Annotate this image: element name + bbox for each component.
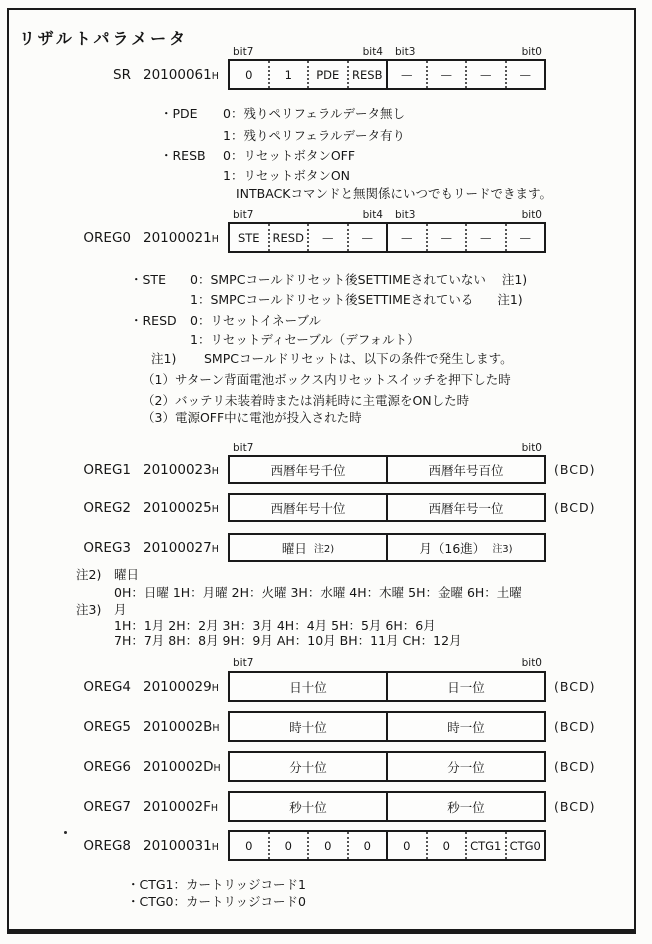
hex-suffix: H xyxy=(212,722,220,734)
resb-value0: 0：リセットボタンOFF xyxy=(223,148,356,163)
bit-cell: — xyxy=(386,61,426,88)
bit-cell: — xyxy=(307,224,347,251)
oreg8-register-box xyxy=(228,830,546,861)
bit-cell: 0 xyxy=(347,832,387,859)
bit7-label: bit7 xyxy=(233,657,254,669)
hex-suffix: H xyxy=(211,503,219,515)
register-address xyxy=(143,230,222,246)
register-address xyxy=(143,462,222,478)
bit-cell: 1 xyxy=(268,61,308,88)
oreg0-register-box xyxy=(228,222,546,253)
note-pde-line2 xyxy=(0,126,652,143)
bit-cell: CTG0 xyxy=(505,832,545,859)
bit7-label: bit7 xyxy=(233,442,254,454)
note1-ref: 注1) xyxy=(497,292,523,307)
note2-ref: 注2) xyxy=(313,544,335,555)
register-name: OREG3 xyxy=(83,539,131,556)
hex-suffix: H xyxy=(213,762,221,774)
bit-cell: — xyxy=(505,61,545,88)
oreg6-register-label xyxy=(0,751,222,782)
bcd-label: (BCD) xyxy=(554,759,596,774)
note3-values-line2 xyxy=(0,631,652,648)
ste-value1-text: 1：SMPCコールドリセット後SETTIMEされている xyxy=(190,292,474,307)
bit0-label: bit0 xyxy=(521,209,542,221)
sr-bit-labels xyxy=(228,46,546,59)
hex-suffix: H xyxy=(211,543,219,555)
bcd-label: (BCD) xyxy=(554,719,596,734)
field-low: 日一位 xyxy=(386,673,544,700)
bit-cell: CTG1 xyxy=(465,832,505,859)
bit-cell: — xyxy=(465,61,505,88)
field-high: 西暦年号千位 xyxy=(270,462,346,478)
hex-suffix: H xyxy=(210,802,219,814)
note1-item-text: （2）バッテリ未装着時または消耗時に主電源をONした時 xyxy=(142,393,470,408)
ste-value0-text: 0：SMPCコールドリセット後SETTIMEされていない xyxy=(190,272,486,287)
bit0-label: bit0 xyxy=(521,46,542,58)
address-value: 20100025 xyxy=(143,499,212,516)
address-value: 20100027 xyxy=(143,539,212,556)
ctg1-note-text: ・CTG1：カートリッジコード1 xyxy=(127,877,306,892)
ste-bullet: ・STE xyxy=(130,272,166,287)
note1-item-text: （1）サターン背面電池ボックス内リセットスイッチを押下した時 xyxy=(142,372,511,387)
note-ste-line1 xyxy=(0,270,652,287)
register-name: OREG7 xyxy=(83,798,131,815)
oreg3-register-label xyxy=(0,533,222,562)
oreg4-bit-labels xyxy=(228,657,546,670)
oreg8-register-label xyxy=(0,830,222,861)
note1-item3 xyxy=(0,408,652,425)
register-address xyxy=(143,540,222,556)
hex-suffix: H xyxy=(211,233,219,245)
hex-suffix: H xyxy=(211,70,219,82)
note-pde-line1 xyxy=(0,104,652,121)
address-value: 20100021 xyxy=(143,229,212,246)
bit-cell: 0 xyxy=(268,832,308,859)
note1-item2 xyxy=(0,391,652,408)
field-low: 西暦年号一位 xyxy=(386,495,544,520)
register-address xyxy=(143,679,222,695)
bcd-label: (BCD) xyxy=(554,799,596,814)
oreg2-register-label xyxy=(0,493,222,522)
register-name: OREG8 xyxy=(83,837,131,854)
bit-cell: 0 xyxy=(245,838,253,853)
resd-value1: 1：リセットディセーブル（デフォルト） xyxy=(190,332,420,347)
bit-cell: — xyxy=(426,224,466,251)
note2-header xyxy=(0,565,652,582)
bit-cell: PDE xyxy=(307,61,347,88)
register-address xyxy=(143,67,222,83)
register-name: OREG6 xyxy=(83,758,131,775)
field-high: 日十位 xyxy=(289,679,327,695)
oreg0-bit-labels xyxy=(228,209,546,222)
hex-suffix: H xyxy=(211,682,219,694)
oreg0-register-label xyxy=(0,222,222,253)
bit-cell: 0 xyxy=(245,67,253,82)
note3-label: 注3) xyxy=(76,602,102,617)
bit-cell: 0 xyxy=(426,832,466,859)
note2-label: 注2) xyxy=(76,567,102,582)
field-high xyxy=(230,535,386,560)
field-low: 時一位 xyxy=(386,713,544,740)
bcd-label: (BCD) xyxy=(554,462,596,477)
field-text: 月（16進） xyxy=(419,540,486,556)
ste-value1 xyxy=(190,290,523,308)
bit-cell: STE xyxy=(237,230,260,245)
field-high: 秒十位 xyxy=(289,799,327,815)
bit3-label: bit3 xyxy=(395,46,416,58)
oreg5-register-box xyxy=(228,711,546,742)
resb-intback-note: INTBACKコマンドと無関係にいつでもリードできます。 xyxy=(236,186,553,201)
field-low: 秒一位 xyxy=(386,793,544,820)
bit-cell: — xyxy=(386,224,426,251)
field-high: 分十位 xyxy=(289,759,327,775)
ste-value0 xyxy=(190,270,527,288)
field-low: 分一位 xyxy=(386,753,544,780)
bit0-label: bit0 xyxy=(521,657,542,669)
bit-cell: RESB xyxy=(347,61,387,88)
note1-item1 xyxy=(0,370,652,387)
oreg4-register-box xyxy=(228,671,546,702)
hex-suffix: H xyxy=(211,841,219,853)
note1-label: 注1) xyxy=(151,351,177,366)
note1-header xyxy=(0,349,652,366)
bcd-label: (BCD) xyxy=(554,679,596,694)
field-text: 曜日 xyxy=(281,540,307,556)
register-name: OREG5 xyxy=(83,718,131,735)
register-name: OREG4 xyxy=(83,678,131,695)
address-value: 2010002F xyxy=(143,798,211,815)
bit-cell: RESD xyxy=(268,224,308,251)
address-value: 20100031 xyxy=(143,837,212,854)
resd-bullet: ・RESD xyxy=(130,313,177,328)
note-resd-line1 xyxy=(0,311,652,328)
note3-ref: 注3) xyxy=(492,544,513,555)
pde-value1: 1：残りペリフェラルデータ有り xyxy=(223,128,405,143)
resd-value0: 0：リセットイネーブル xyxy=(190,313,321,328)
oreg6-register-box xyxy=(228,751,546,782)
bcd-label: (BCD) xyxy=(554,500,596,515)
oreg5-register-label xyxy=(0,711,222,742)
note-ste-line2 xyxy=(0,290,652,307)
field-low: 西暦年号百位 xyxy=(386,457,544,482)
month-code-list: 1H：1月 2H：2月 3H：3月 4H：4月 5H：5月 6H：6月 xyxy=(114,618,436,633)
address-value: 20100029 xyxy=(143,678,212,695)
note-resd-line2 xyxy=(0,330,652,347)
note3-header xyxy=(0,600,652,617)
bit0-label: bit0 xyxy=(521,442,542,454)
register-name: OREG0 xyxy=(83,229,131,246)
register-address xyxy=(143,719,222,735)
note-ctg1 xyxy=(0,875,652,892)
register-name: OREG1 xyxy=(83,461,131,478)
bit4-label: bit4 xyxy=(362,209,383,221)
bit-cell: — xyxy=(347,224,387,251)
oreg1-register-box xyxy=(228,455,546,484)
note-resb-line2 xyxy=(0,166,652,183)
field-low xyxy=(386,535,544,560)
oreg3-register-box xyxy=(228,533,546,562)
bit7-label: bit7 xyxy=(233,46,254,58)
page-title: リザルトパラメータ xyxy=(19,29,189,48)
note-resb-line1 xyxy=(0,146,652,163)
bit-cell: — xyxy=(505,224,545,251)
field-high: 西暦年号十位 xyxy=(270,500,346,516)
pde-value0: 0：残りペリフェラルデータ無し xyxy=(223,106,405,121)
sr-register-label xyxy=(0,59,222,90)
ctg0-note-text: ・CTG0：カートリッジコード0 xyxy=(127,894,306,909)
register-address xyxy=(143,838,222,854)
oreg4-register-label xyxy=(0,671,222,702)
month-code-list: 7H：7月 8H：8月 9H：9月 AH：10月 BH：11月 CH：12月 xyxy=(114,633,462,648)
bit7-label: bit7 xyxy=(233,209,254,221)
oreg1-bit-labels xyxy=(228,442,546,455)
bit-cell: — xyxy=(465,224,505,251)
note2-values xyxy=(0,583,652,600)
note1-ref: 注1) xyxy=(501,272,528,287)
register-address xyxy=(143,500,222,516)
address-value: 2010002B xyxy=(143,718,213,735)
oreg7-register-box xyxy=(228,791,546,822)
bit-cell: — xyxy=(426,61,466,88)
register-name: OREG2 xyxy=(83,499,131,516)
bit-cell: 0 xyxy=(307,832,347,859)
note3-title: 月 xyxy=(114,602,127,617)
register-address xyxy=(143,759,222,775)
oreg2-register-box xyxy=(228,493,546,522)
address-value: 2010002D xyxy=(143,758,214,775)
day-code-list: 0H：日曜 1H：月曜 2H：火曜 3H：水曜 4H：木曜 5H：金曜 6H：土曜 xyxy=(114,585,522,600)
note1-text: SMPCコールドリセットは、以下の条件で発生します。 xyxy=(204,351,513,366)
pde-bullet: ・PDE xyxy=(160,106,198,121)
note-resb-line3 xyxy=(0,184,652,201)
resb-bullet: ・RESB xyxy=(160,148,206,163)
hex-suffix: H xyxy=(211,465,219,477)
sr-register-box xyxy=(228,59,546,90)
address-value: 20100023 xyxy=(143,461,212,478)
note2-title: 曜日 xyxy=(114,567,140,582)
bit-cell: 0 xyxy=(386,832,426,859)
resb-value1: 1：リセットボタンON xyxy=(223,168,351,183)
field-high: 時十位 xyxy=(289,719,327,735)
register-name: SR xyxy=(113,66,131,83)
bit3-label: bit3 xyxy=(395,209,416,221)
note-ctg0 xyxy=(0,892,652,909)
register-address xyxy=(143,799,222,815)
oreg1-register-label xyxy=(0,455,222,484)
bit4-label: bit4 xyxy=(362,46,383,58)
address-value: 20100061 xyxy=(143,66,212,83)
note1-item-text: （3）電源OFF中に電池が投入された時 xyxy=(142,410,362,425)
oreg7-register-label xyxy=(0,791,222,822)
